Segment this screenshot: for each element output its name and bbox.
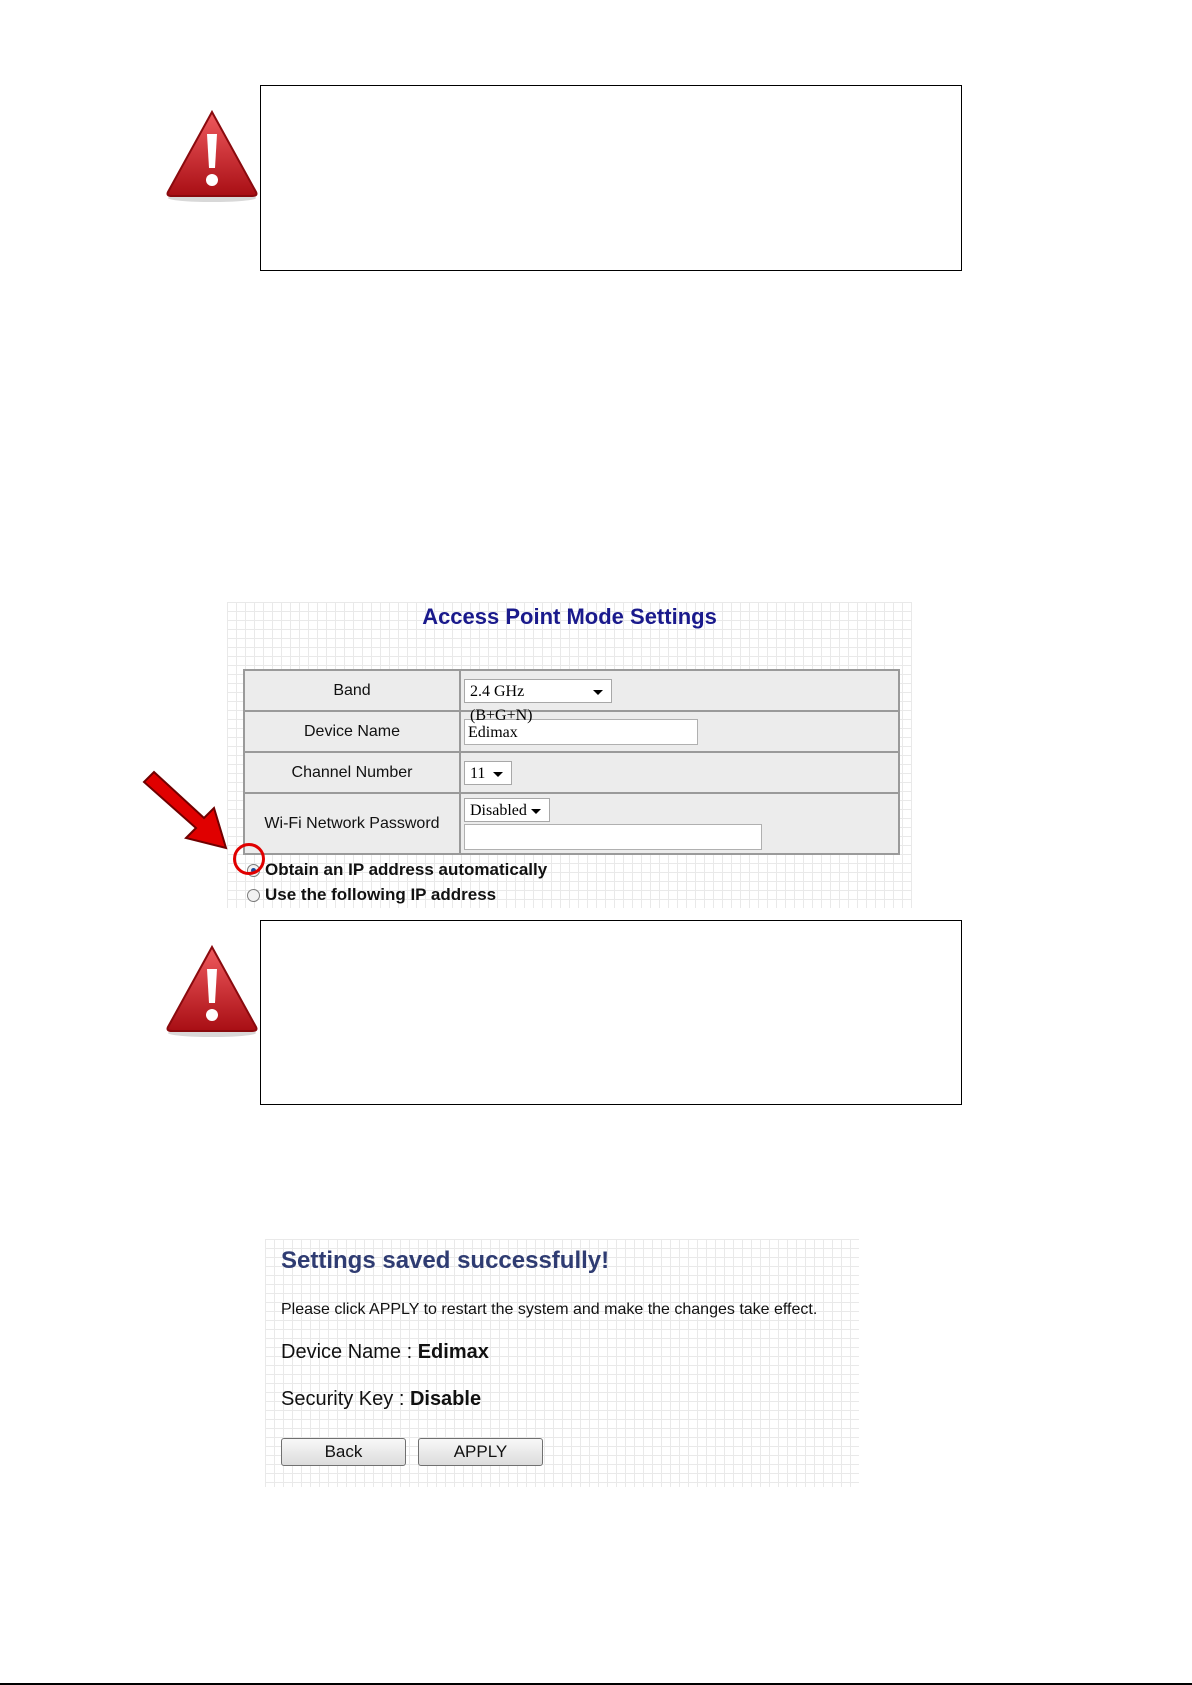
- note-box: [260, 920, 962, 1105]
- saved-message: Please click APPLY to restart the system and make the changes take effect.: [281, 1301, 818, 1318]
- channel-row: [244, 752, 899, 793]
- device-name-summary-label: Device Name :: [281, 1341, 418, 1363]
- channel-select[interactable]: [464, 761, 512, 785]
- warning-icon: [164, 943, 260, 1039]
- settings-saved-panel: [265, 1239, 859, 1487]
- channel-label: Channel Number: [244, 752, 460, 793]
- apply-button[interactable]: APPLY: [418, 1438, 543, 1466]
- ip-manual-label: Use the following IP address: [265, 885, 497, 904]
- wifi-password-input[interactable]: [464, 824, 762, 850]
- wifi-password-select-value: Disabled: [470, 801, 527, 819]
- warning-icon: [164, 108, 260, 204]
- device-name-input[interactable]: Edimax: [464, 719, 698, 745]
- wifi-password-select[interactable]: [464, 798, 550, 822]
- saved-title: Settings saved successfully!: [281, 1247, 610, 1274]
- ip-auto-option[interactable]: [247, 860, 547, 880]
- device-name-summary: [281, 1341, 489, 1364]
- security-key-summary-value: Disable: [409, 1388, 482, 1410]
- band-row: [244, 670, 899, 711]
- security-key-summary-label: Security Key :: [281, 1388, 410, 1410]
- note-box: [260, 85, 962, 271]
- channel-select-value: 11: [470, 764, 486, 782]
- device-name-label: Device Name: [244, 711, 460, 752]
- device-name-summary-value: Edimax: [417, 1341, 489, 1363]
- security-key-summary: [281, 1388, 481, 1411]
- band-select[interactable]: [464, 679, 612, 724]
- ap-settings-panel: [227, 602, 912, 908]
- red-arrow-annotation: [140, 768, 232, 852]
- ap-settings-title: Access Point Mode Settings: [422, 604, 717, 629]
- wifi-password-row: [244, 793, 899, 854]
- device-name-row: [244, 711, 899, 752]
- band-label: Band: [244, 670, 460, 711]
- ip-manual-radio[interactable]: [247, 889, 260, 902]
- chevron-down-icon: [531, 809, 541, 814]
- ap-settings-table: [243, 669, 900, 855]
- chevron-down-icon: [593, 690, 603, 695]
- ip-manual-option[interactable]: [247, 885, 496, 905]
- band-select-value: 2.4 GHz (B+G+N): [470, 682, 533, 724]
- highlight-circle: [233, 843, 265, 875]
- chevron-down-icon: [493, 772, 503, 777]
- ip-auto-label: Obtain an IP address automatically: [265, 860, 548, 879]
- wifi-password-label: Wi-Fi Network Password: [244, 793, 460, 854]
- back-button[interactable]: Back: [281, 1438, 406, 1466]
